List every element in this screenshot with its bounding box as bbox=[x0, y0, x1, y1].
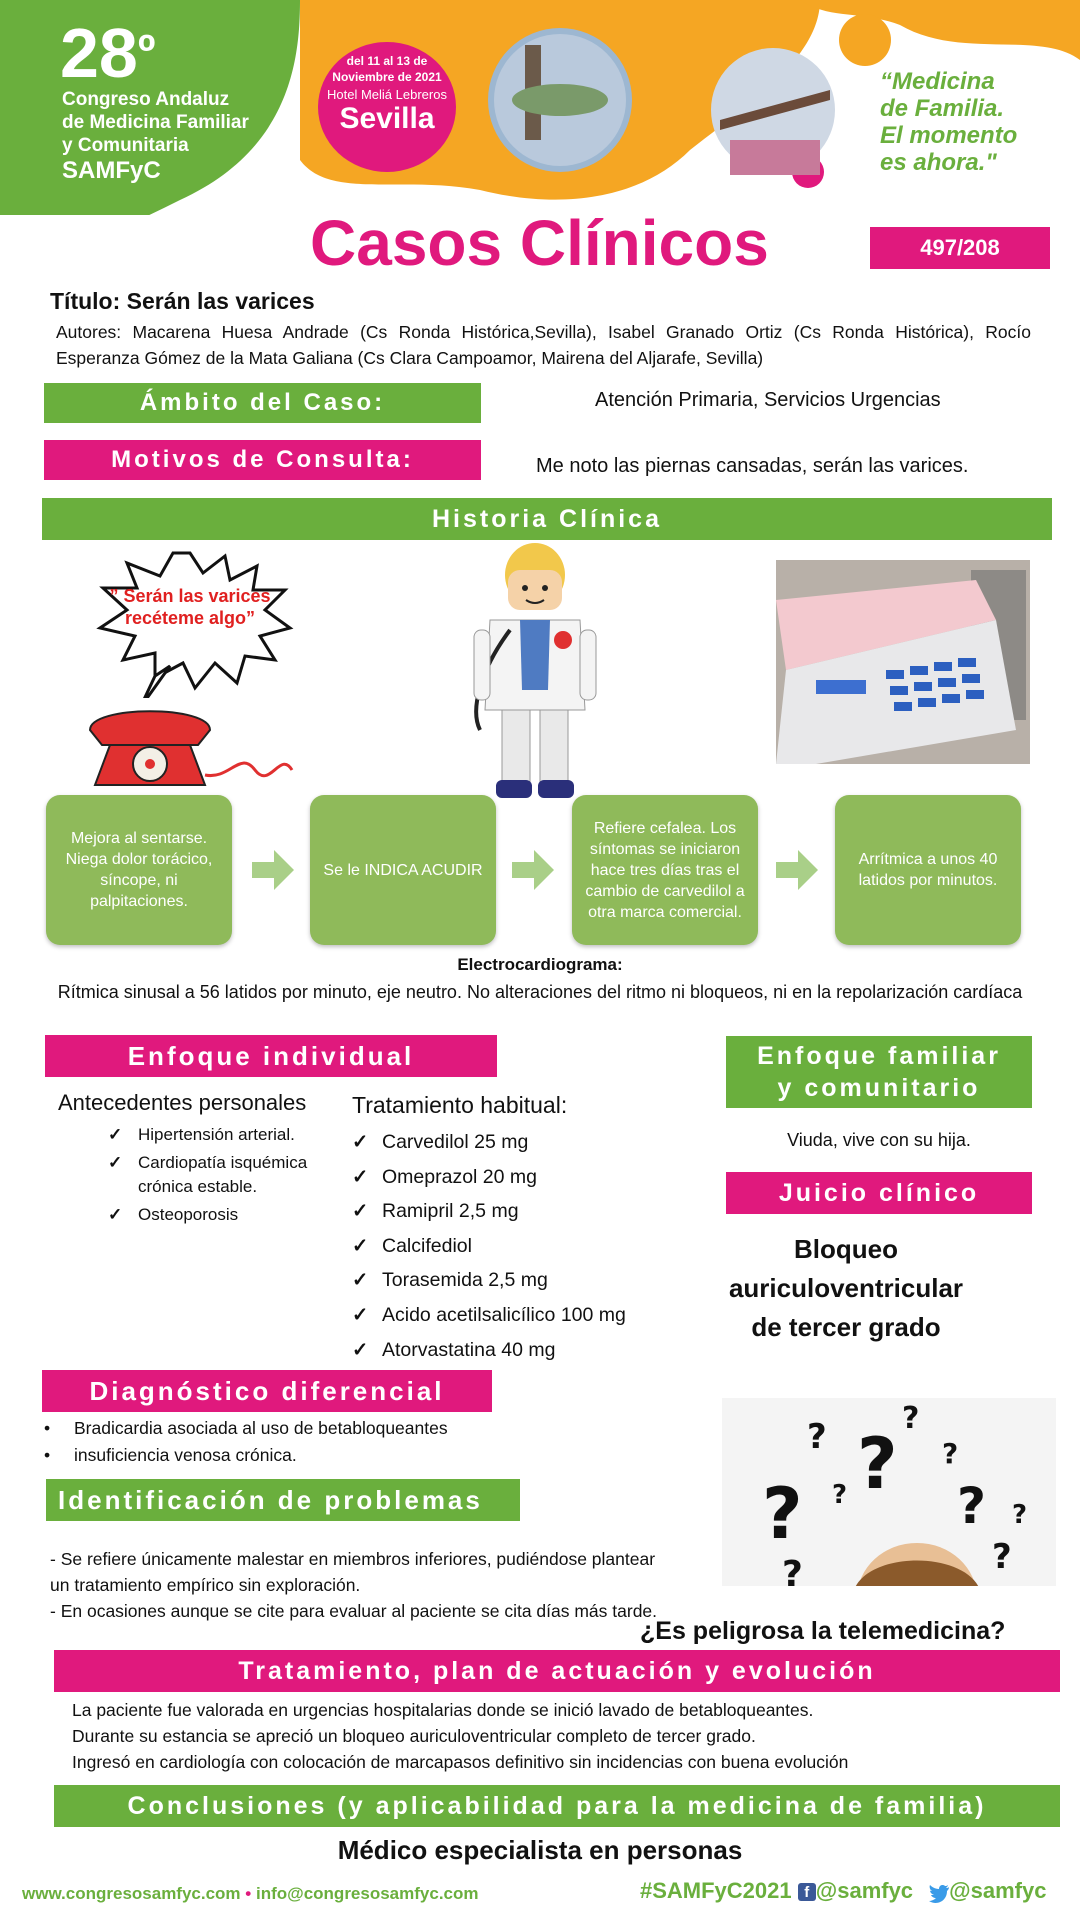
tratamiento-list bbox=[352, 1125, 682, 1367]
ambito-label: Ámbito del Caso: bbox=[44, 383, 481, 423]
motivos-label: Motivos de Consulta: bbox=[44, 440, 481, 480]
problemas-line-3: - En ocasiones aunque se cite para evaluar al paciente se cita días más tarde. bbox=[50, 1601, 658, 1621]
enfoque-familiar-line-2: y comunitario bbox=[777, 1074, 981, 1102]
dates-circle bbox=[318, 42, 456, 172]
tratamiento-plan-label: Tratamiento, plan de actuación y evolución bbox=[54, 1650, 1060, 1692]
speech-text bbox=[100, 585, 280, 629]
enfoque-familiar-line-1: Enfoque familiar bbox=[757, 1042, 1001, 1070]
medication-item: ✓ Omeprazol 20 mg bbox=[352, 1160, 682, 1195]
slogan-line-1: “Medicina bbox=[880, 68, 995, 95]
medication-item: ✓ Ramipril 2,5 mg bbox=[352, 1194, 682, 1229]
svg-text:?: ? bbox=[957, 1477, 987, 1535]
slogan bbox=[880, 68, 1017, 176]
speech-line-2: recéteme algo” bbox=[124, 608, 256, 628]
doctor-figure-icon bbox=[460, 540, 610, 810]
hashtag[interactable]: #SAMFyC2021 bbox=[640, 1878, 792, 1903]
authors: Autores: Macarena Huesa Andrade (Cs Ronda Histórica,Sevilla), Isabel Granado Ortiz (Cs Ronda Histórica), Rocío Esperanza Gómez de la Mata Galiana (Cs Clara Campoamor, Mairena del Aljarafe, Sevilla) bbox=[56, 322, 1031, 368]
tratamiento-plan-line-3: Ingresó en cardiología con colocación de marcapasos definitivo sin incidencias con buena evolución bbox=[72, 1752, 849, 1772]
diagnostico-label: Diagnóstico diferencial bbox=[42, 1370, 492, 1412]
venue: Hotel Meliá Lebreros bbox=[327, 87, 447, 102]
medication-item: ✓ Torasemida 2,5 mg bbox=[352, 1263, 682, 1298]
problemas-text bbox=[50, 1546, 730, 1624]
medication-item: ✓ Carvedilol 25 mg bbox=[352, 1125, 682, 1160]
case-title: Título: Serán las varices bbox=[50, 288, 315, 314]
arrow-icon bbox=[252, 850, 294, 890]
enfoque-familiar-label bbox=[726, 1036, 1032, 1108]
twitter-icon bbox=[929, 1883, 949, 1901]
tratamiento-plan-text bbox=[72, 1697, 1052, 1775]
tratamiento-plan-line-2: Durante su estancia se apreció un bloqueo auriculoventricular completo de tercer grado. bbox=[72, 1726, 756, 1746]
svg-text:?: ? bbox=[782, 1554, 803, 1586]
antecedentes-title: Antecedentes personales bbox=[58, 1090, 307, 1115]
congress-name bbox=[62, 88, 249, 185]
diagnostico-item: • Bradicardia asociada al uso de betabloqueantes bbox=[42, 1415, 682, 1442]
antecedente-item: ✓ Hipertensión arterial. bbox=[108, 1123, 338, 1147]
social-links bbox=[640, 1878, 1046, 1904]
ecg-machine-image bbox=[776, 560, 1030, 764]
congress-number: $28^º$ bbox=[60, 14, 156, 92]
juicio-line-2: auriculoventricular bbox=[728, 1273, 964, 1303]
congress-line-1: Congreso Andaluz bbox=[62, 89, 230, 110]
svg-text:?: ? bbox=[832, 1480, 848, 1510]
conclusiones-text: Médico especialista en personas bbox=[337, 1835, 743, 1865]
slogan-line-4: es ahora." bbox=[880, 149, 997, 176]
motivos-value: Me noto las piernas cansadas, serán las varices. bbox=[536, 455, 969, 477]
arrow-icon bbox=[776, 850, 818, 890]
antecedente-item: ✓ Cardiopatía isquémica crónica estable. bbox=[108, 1151, 338, 1199]
city: Sevilla bbox=[339, 102, 435, 135]
telephone-icon bbox=[80, 690, 300, 790]
telemedicine-question: ¿Es peligrosa la telemedicina? bbox=[640, 1617, 1006, 1645]
congress-line-3: y Comunitaria bbox=[62, 135, 189, 156]
history-card-4: Arrítmica a unos 40 latidos por minutos. bbox=[835, 795, 1021, 945]
diagnostico-list bbox=[42, 1415, 682, 1469]
slogan-line-2: de Familia. bbox=[880, 95, 1005, 122]
svg-text:?: ? bbox=[762, 1473, 803, 1555]
juicio-text bbox=[700, 1230, 992, 1347]
antecedentes-list bbox=[108, 1123, 338, 1227]
enfoque-individual-label: Enfoque individual bbox=[45, 1035, 497, 1077]
question-woman-image bbox=[722, 1398, 1056, 1586]
medication-item: ✓ Atorvastatina 40 mg bbox=[352, 1333, 682, 1368]
antecedente-item: ✓ Osteoporosis bbox=[108, 1203, 338, 1227]
problemas-label: Identificación de problemas bbox=[46, 1479, 520, 1521]
juicio-label: Juicio clínico bbox=[726, 1172, 1032, 1214]
svg-text:?: ? bbox=[857, 1423, 898, 1505]
enfoque-familiar-text: Viuda, vive con su hija. bbox=[787, 1130, 971, 1150]
dates-line-2: Noviembre de 2021 bbox=[332, 70, 442, 84]
svg-text:?: ? bbox=[942, 1437, 959, 1470]
svg-text:?: ? bbox=[992, 1537, 1012, 1577]
footer-separator: • bbox=[245, 1884, 252, 1903]
tratamiento-plan-line-1: La paciente fue valorada en urgencias hospitalarias donde se inició lavado de betabloqueantes. bbox=[72, 1700, 814, 1720]
dates-line-1: del 11 al 13 de bbox=[346, 54, 428, 68]
arrow-icon bbox=[512, 850, 554, 890]
svg-text:?: ? bbox=[1012, 1500, 1028, 1530]
case-id-badge: 497/208 bbox=[870, 227, 1050, 269]
ecg-text: Rítmica sinusal a 56 latidos por minuto, eje neutro. No alteraciones del ritmo ni bloqueos, ni en la repolarización cardíaca bbox=[57, 982, 1023, 1002]
facebook-icon: f bbox=[798, 1883, 816, 1901]
juicio-line-1: Bloqueo bbox=[794, 1234, 898, 1264]
history-card-3: Refiere cefalea. Los síntomas se iniciaron hace tres días tras el cambio de carvedilol a otra marca comercial. bbox=[572, 795, 758, 945]
speech-line-1: ” Serán las varices bbox=[109, 586, 271, 606]
history-card-1: Mejora al sentarse. Niega dolor torácico, síncope, ni palpitaciones. bbox=[46, 795, 232, 945]
congress-org: SAMFyC bbox=[62, 157, 161, 184]
header bbox=[0, 0, 1080, 215]
medication-item: ✓ Calcifediol bbox=[352, 1229, 682, 1264]
diagnostico-item: • insuficiencia venosa crónica. bbox=[42, 1442, 682, 1469]
ecg-label: Electrocardiograma: bbox=[457, 955, 623, 974]
historia-label: Historia Clínica bbox=[42, 498, 1052, 540]
facebook-handle[interactable]: @samfyc bbox=[815, 1878, 914, 1903]
page-title: Casos Clínicos bbox=[310, 207, 769, 279]
juicio-line-3: de tercer grado bbox=[751, 1312, 941, 1342]
conclusiones-label: Conclusiones (y aplicabilidad para la medicina de familia) bbox=[54, 1785, 1060, 1827]
twitter-handle[interactable]: @samfyc bbox=[949, 1878, 1047, 1903]
congress-line-2: de Medicina Familiar bbox=[62, 112, 249, 133]
email-link[interactable]: info@congresosamfyc.com bbox=[255, 1884, 479, 1903]
svg-text:?: ? bbox=[902, 1401, 920, 1436]
history-card-2: Se le INDICA ACUDIR bbox=[310, 795, 496, 945]
problemas-line-2: un tratamiento empírico sin exploración. bbox=[50, 1575, 361, 1595]
slogan-line-3: El momento bbox=[880, 122, 1018, 149]
svg-text:?: ? bbox=[807, 1417, 827, 1457]
problemas-line-1: - Se refiere únicamente malestar en miembros inferiores, pudiéndose plantear bbox=[50, 1549, 656, 1569]
medication-item: ✓ Acido acetilsalicílico 100 mg bbox=[352, 1298, 682, 1333]
website-link[interactable]: www.congresosamfyc.com bbox=[22, 1884, 241, 1903]
tratamiento-title: Tratamiento habitual: bbox=[352, 1092, 568, 1118]
ambito-value: Atención Primaria, Servicios Urgencias bbox=[595, 389, 941, 411]
